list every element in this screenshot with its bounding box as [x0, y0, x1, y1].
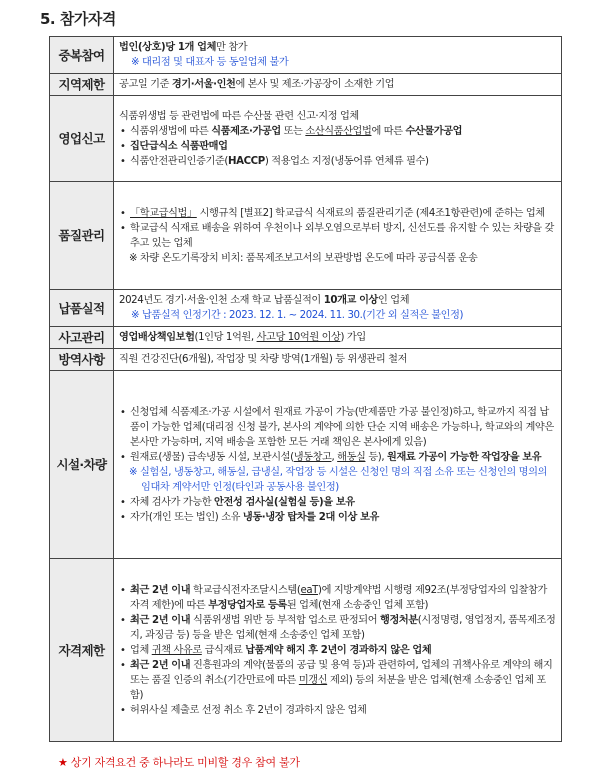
section-title: 5. 참가자격	[40, 10, 116, 28]
bullet-list	[119, 583, 556, 718]
list-item: • 허위사실 제출로 선정 취소 후 2년이 경과하지 않은 업체	[119, 703, 556, 718]
list-item: • 자체 검사가 가능한 안전성 검사실(실험실 등)을 보유	[119, 495, 556, 510]
row-body	[114, 37, 562, 74]
note: ※ 대리점 및 대표자 등 동일업체 불가	[131, 57, 289, 68]
footer-warning: ★ 상기 자격요건 중 하나라도 미비할 경우 참여 불가	[58, 756, 300, 769]
row-head: 사고관리	[50, 327, 114, 349]
list-item: • 최근 2년 이내 학교급식전자조달시스템(eaT)에 지방계약법 시행령 제92조(부정당업자의 입찰참가자격 제한)에 따른 부정당업자로 등록된 업체(현재 소송중인 업체 포함)	[119, 583, 556, 613]
bullet-list	[119, 495, 556, 525]
row-head: 자격제한	[50, 559, 114, 742]
row-quarantine	[50, 349, 562, 371]
list-item: • 식품위생법에 따른 식품제조·가공업 또는 소산식품산업법에 따른 수산물가공업	[119, 124, 556, 139]
note: ※ 실험실, 냉동창고, 해동실, 급냉실, 작업장 등 시설은 신청인 명의 직접 소유 또는 신청인의 명의의 임대차 계약서만 인정(타인과 공동사용 불인정)	[129, 466, 547, 493]
row-head: 납품실적	[50, 290, 114, 327]
emph-text: 법인(상호)당 1개 업체	[119, 42, 217, 53]
list-item: • 최근 2년 이내 식품위생법 위반 등 부적합 업소로 판정되어 행정처분(시정명령, 영업정지, 품목제조정지, 과징금 등) 등을 받은 업체(현재 소송중인 업체 포함)	[119, 613, 556, 643]
list-item: • 신청업체 식품제조·가공 시설에서 원재료 가공이 가능(반제품만 가공 불인정)하고, 학교까지 직접 납품이 가능한 업체(대리점 신청 불가, 본사의 계약에 의한 단순 지역 배송은 가능하나, 학교와의 계약은 본사만 가능하며, 지역 배송을 포함한 모든 거래 책임은 본사에게 있음)	[119, 405, 556, 450]
list-item: • 집단급식소 식품판매업	[119, 139, 556, 154]
list-item: • 원재료(생물) 급속냉동 시설, 보관시설(냉동창고, 해동실 등), 원재료 가공이 가능한 작업장을 보유	[119, 450, 556, 465]
row-duplicate-participation	[50, 37, 562, 74]
text: 공고일 기준	[119, 79, 172, 90]
row-business-report	[50, 96, 562, 182]
text: 에 본사 및 제조·가공장이 소재한 기업	[235, 79, 395, 90]
row-body: 영업배상책임보험(1인당 1억원, 사고당 10억원 이상) 가입	[114, 327, 562, 349]
row-body: 직원 건강진단(6개월), 작업장 및 차량 방역(1개월) 등 위생관리 철저	[114, 349, 562, 371]
list-item: • 업체 귀책 사유로 급식재료 납품계약 해지 후 2년이 경과하지 않은 업체	[119, 643, 556, 658]
list-item: • 식품안전관리인증기준(HACCP) 적용업소 지정(냉동어류 연체류 필수)	[119, 154, 556, 169]
row-head: 시설·차량	[50, 371, 114, 559]
row-body	[114, 559, 562, 742]
row-facilities-vehicles	[50, 371, 562, 559]
note: ※ 납품실적 인정기간 : 2023. 12. 1. ~ 2024. 11. 30.(기간 외 실적은 불인정)	[131, 310, 464, 321]
row-head: 방역사항	[50, 349, 114, 371]
row-accident-management	[50, 327, 562, 349]
row-delivery-record	[50, 290, 562, 327]
row-body	[114, 371, 562, 559]
row-head: 영업신고	[50, 96, 114, 182]
row-qualification-limit	[50, 559, 562, 742]
row-quality-control	[50, 182, 562, 290]
bullet-list	[119, 206, 556, 251]
row-head: 중복참여	[50, 37, 114, 74]
list-item: • 자가(개인 또는 법인) 소유 냉동·냉장 탑차를 2대 이상 보유	[119, 510, 556, 525]
row-body: 2024년도 경기·서울·인천 소재 학교 납품실적이 10개교 이상인 업체 ※ 납품실적 인정기간 : 2023. 12. 1. ~ 2024. 11. 30.(기간 외 실적은 불인정)	[114, 290, 562, 327]
row-body	[114, 182, 562, 290]
emph-text: 경기·서울·인천	[171, 79, 236, 90]
list-item: • 학교급식 식재료 배송을 위하여 우천이나 외부오염으로부터 방지, 신선도를 유지할 수 있는 차량을 갖추고 있는 업체	[119, 221, 556, 251]
list-item: • 「학교급식법」 시행규칙 [별표2] 학교급식 식재료의 품질관리기준 (제4조1항관련)에 준하는 업체	[119, 206, 556, 221]
bullet-list	[119, 124, 556, 169]
row-region-limit	[50, 74, 562, 96]
row-body	[114, 74, 562, 96]
bullet-list	[119, 405, 556, 465]
list-item: • 최근 2년 이내 진흥원과의 계약(물품의 공급 및 용역 등)과 관련하여, 업체의 귀책사유로 계약의 해지 또는 품질 인증의 취소(기간만료에 따른 미갱신 제외) 등의 처분을 받은 업체(현재 소송중인 업체 포함)	[119, 658, 556, 703]
note: ※ 차량 온도기록장치 비치: 품목제조보고서의 보관방법 온도에 따라 공급식품 운송	[129, 252, 478, 264]
text: 만 참가	[216, 42, 248, 53]
row-head: 지역제한	[50, 74, 114, 96]
text: 식품위생법 등 관련법에 따른 수산물 관련 신고·지정 업체	[119, 110, 359, 122]
qualification-table	[49, 36, 562, 742]
row-head: 품질관리	[50, 182, 114, 290]
row-body	[114, 96, 562, 182]
